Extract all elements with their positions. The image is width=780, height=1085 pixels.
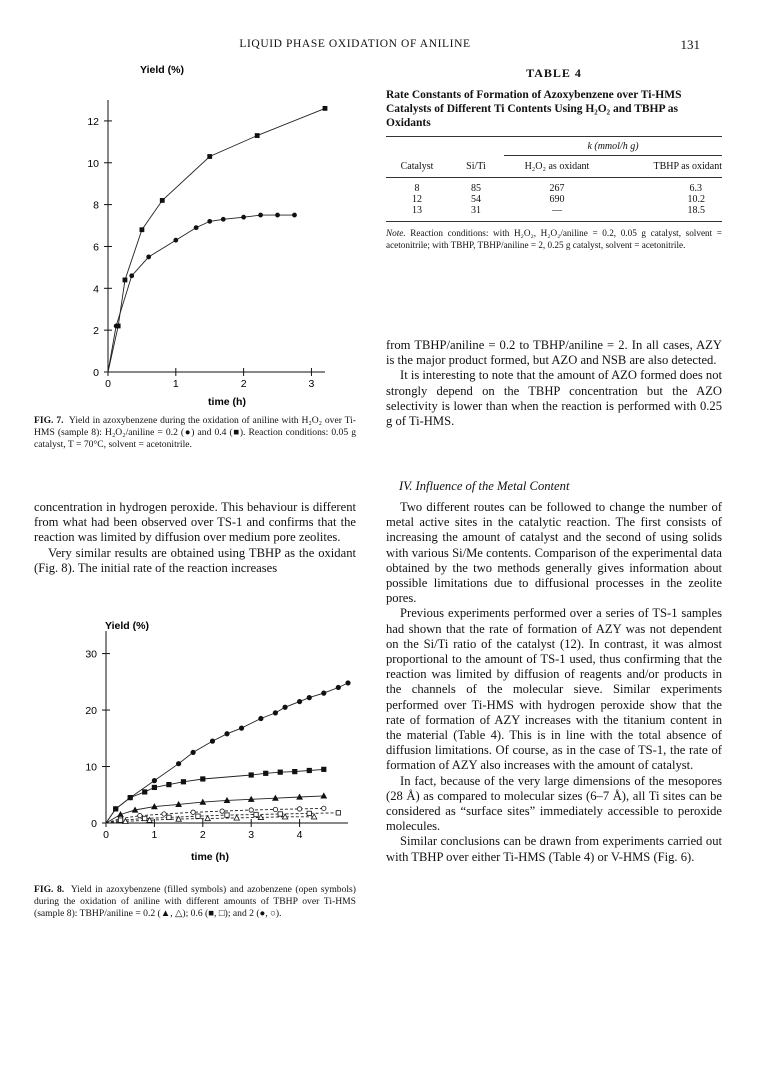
table-note-text: Reaction conditions: with H₂O₂, H₂O₂/aniline = 0.2, 0.05 g catalyst, solvent = acetonitrile; with TBHP, TBHP/aniline = 2, 0.25 g catalyst, solvent = acetonitrile. (386, 228, 722, 250)
figure-8-caption-label: FIG. 8. (34, 884, 65, 895)
data-point-circle (283, 705, 287, 709)
data-point-circle (322, 806, 326, 810)
x-tick-label: 2 (240, 378, 247, 390)
data-point-circle (208, 219, 212, 223)
data-point-circle (273, 711, 277, 715)
x-tick-label: 4 (296, 829, 303, 841)
data-point-square (143, 790, 147, 794)
data-point-circle (239, 726, 243, 730)
table-col-catalyst: Catalyst (400, 161, 434, 172)
y-tick-label: 30 (85, 648, 97, 661)
data-point-circle (152, 778, 156, 782)
table-cell: 31 (471, 205, 481, 216)
data-point-square (307, 768, 311, 772)
table-row (386, 194, 722, 205)
figure-7 (70, 60, 340, 410)
paragraph: Two different routes can be followed to change the number of metal active sites in the catalytic reaction. The first consists of increasing the amount of catalyst and the second of using solids with various Si/Me contents. Comparison of the experimental data obtained by the two methods generally gives information about possible limitations due to diffusional processes in the zeolite pores. (386, 500, 722, 606)
table-bottom-rule (386, 221, 722, 222)
paragraph: concentration in hydrogen peroxide. This behaviour is different from what had been observed over TS-1 and confirms that the reaction was limited by diffusion over medium pore zeolites. (34, 500, 356, 545)
data-point-square (208, 154, 212, 158)
table-col-h2o2: H₂O₂ as oxidant (524, 161, 590, 172)
figure-8 (70, 615, 370, 865)
x-tick-label: 0 (103, 829, 109, 841)
data-point-circle (191, 750, 195, 754)
data-point-square (196, 814, 200, 818)
data-point-square (167, 782, 171, 786)
table-cell: 6.3 (689, 183, 702, 194)
paragraph: from TBHP/aniline = 0.2 to TBHP/aniline = 2. In all cases, AZY is the major product formed, but AZO and NSB are also detected. (386, 338, 722, 368)
figure-7-chart (70, 60, 340, 410)
data-point-square (293, 769, 297, 773)
table-4-note (386, 228, 722, 251)
paragraph: It is interesting to note that the amount of AZO formed does not strongly depend on the TBHP concentration but the AZO selectivity is lower than when the reaction is performed with 0.25 g of Ti-HMS. (386, 368, 722, 429)
data-point-square (143, 816, 147, 820)
data-point-circle (191, 810, 195, 814)
figure-8-ylabel: Yield (%) (105, 620, 149, 632)
data-point-square (160, 198, 164, 202)
data-point-square (123, 278, 127, 282)
data-point-square (278, 812, 282, 816)
table-row (386, 205, 722, 221)
table-4-label: TABLE 4 (526, 66, 582, 80)
data-point-square (254, 812, 258, 816)
y-tick-label: 6 (93, 241, 99, 254)
table-col-si-ti: Si/Ti (466, 161, 486, 172)
figure-7-ylabel: Yield (%) (140, 64, 184, 76)
data-point-square (152, 785, 156, 789)
data-point-square (140, 228, 144, 232)
y-tick-label: 10 (85, 761, 97, 774)
figure-8-xlabel: time (h) (191, 851, 229, 863)
section-heading: IV. Influence of the Metal Content (399, 479, 570, 493)
data-point-circle (130, 274, 134, 278)
figure-8-axes (85, 631, 348, 841)
table-col-tbhp: TBHP as oxidant (653, 161, 722, 172)
table-cell: 8 (414, 183, 420, 194)
data-point-circle (225, 732, 229, 736)
series-line (108, 215, 295, 372)
y-tick-label: 2 (93, 325, 99, 338)
data-point-circle (176, 762, 180, 766)
x-tick-label: 1 (151, 829, 158, 841)
data-point-circle (210, 739, 214, 743)
data-point-circle (322, 691, 326, 695)
data-point-circle (162, 812, 166, 816)
table-cell: 13 (412, 205, 422, 216)
table-k-header: k (mmol/h g) (587, 141, 639, 152)
data-point-square (167, 815, 171, 819)
data-point-circle (336, 685, 340, 689)
running-title: LIQUID PHASE OXIDATION OF ANILINE (239, 38, 471, 50)
data-point-circle (346, 681, 350, 685)
paragraph: Very similar results are obtained using TBHP as the oxidant (Fig. 8). The initial rate of the reaction increases (34, 545, 356, 575)
figure-8-caption (34, 884, 356, 920)
data-point-square (181, 780, 185, 784)
series-line (108, 108, 325, 372)
table-4-title: Rate Constants of Formation of Azoxybenzene over Ti-HMS Catalysts of Different Ti Contents Using H₂O₂ and TBHP as Oxidants (386, 89, 682, 129)
data-point-circle (147, 255, 151, 259)
y-tick-label: 0 (93, 367, 99, 379)
data-point-square (255, 134, 259, 138)
table-cell: 18.5 (687, 205, 705, 216)
page-number: 131 (680, 37, 700, 52)
table-4 (386, 66, 722, 251)
figure-7-xlabel: time (h) (208, 396, 246, 408)
data-point-circle (194, 226, 198, 230)
data-point-circle (174, 238, 178, 242)
figure-8-chart (70, 615, 370, 865)
data-point-square (201, 777, 205, 781)
data-point-circle (307, 695, 311, 699)
table-cell: 12 (412, 194, 422, 205)
y-tick-label: 8 (93, 199, 99, 212)
data-point-square (278, 770, 282, 774)
table-cell: 10.2 (687, 194, 705, 205)
figure-7-caption (34, 415, 356, 451)
data-point-circle (259, 213, 263, 217)
right-text-upper (386, 338, 722, 429)
table-cell: 54 (471, 194, 481, 205)
x-tick-label: 1 (172, 378, 179, 390)
y-tick-label: 12 (87, 115, 99, 128)
table-4-grid (386, 137, 722, 221)
x-tick-label: 0 (105, 378, 111, 390)
table-row (386, 178, 722, 194)
data-point-square (118, 818, 122, 822)
data-point-circle (138, 813, 142, 817)
x-tick-label: 3 (308, 378, 315, 390)
data-point-circle (221, 217, 225, 221)
data-point-square (128, 795, 132, 799)
data-point-square (307, 811, 311, 815)
running-header (0, 38, 780, 54)
figure-8-caption-text: Yield in azoxybenzene (filled symbols) and azobenzene (open symbols) during the oxidation of aniline with different amounts of TBHP over Ti-HMS (sample 8): TBHP/aniline = 0.2 (▲, △); 0.6 (■, □); and 2 (●, ○). (34, 884, 356, 919)
y-tick-label: 10 (87, 157, 99, 170)
paragraph: In fact, because of the very large dimensions of the mesopores (28 Å) as compared to molecular sizes (6–7 Å), all Ti sites can be considered as “surface sites” immediately accessible to peroxide molecules. (386, 773, 722, 834)
data-point-circle (292, 213, 296, 217)
data-point-square (323, 106, 327, 110)
paragraph: Previous experiments performed over a series of TS-1 samples had shown that the rate of formation of AZY was not dependent on the Si/Ti ratio of the catalyst (12). In contrast, it was almost proportional to the amount of TS-1 used, thus confirming that the reaction was limited by diffusion of reagents and/or products in the channels of the molecular sieve. Similar experiments performed over Ti-HMS with hydrogen peroxide show that the rate of formation of AZY increases with the titanium content in the material (Table 4). This is in line with the total absence of diffusion limitations. Of course, as in the case of TS-1, the rate of formation of AZY also increases with the amount of catalyst. (386, 606, 722, 773)
left-text (34, 500, 356, 576)
figure-7-caption-text: Yield in azoxybenzene during the oxidation of aniline with H₂O₂ over Ti-HMS (sample 8): H₂O₂/aniline = 0.2 (●) and 0.4 (■). Reaction conditions: 0.05 g catalyst, T = 70°C, solvent = acetonitrile. (34, 415, 356, 450)
data-point-circle (297, 807, 301, 811)
y-tick-label: 0 (91, 818, 97, 830)
data-point-square (225, 813, 229, 817)
right-text-lower (386, 500, 722, 865)
data-point-circle (259, 716, 263, 720)
data-point-circle (242, 215, 246, 219)
data-point-circle (276, 213, 280, 217)
data-point-circle (220, 809, 224, 813)
figure-7-axes (87, 100, 325, 390)
data-point-square (113, 807, 117, 811)
x-tick-label: 3 (248, 829, 255, 841)
data-point-circle (114, 324, 118, 328)
figure-7-curves (108, 108, 325, 372)
table-note-label: Note. (386, 228, 406, 238)
figure-7-marks (114, 106, 327, 328)
x-tick-label: 2 (199, 829, 206, 841)
data-point-square (249, 773, 253, 777)
data-point-triangle (205, 816, 210, 821)
y-tick-label: 4 (93, 283, 99, 296)
table-cell: 267 (549, 183, 565, 194)
data-point-circle (273, 807, 277, 811)
data-point-square (336, 811, 340, 815)
y-tick-label: 20 (85, 705, 97, 718)
data-point-circle (297, 699, 301, 703)
data-point-square (264, 771, 268, 775)
table-cell: — (551, 205, 562, 216)
table-cell: 690 (549, 194, 565, 205)
table-cell: 85 (471, 183, 481, 194)
figure-7-caption-label: FIG. 7. (34, 415, 64, 426)
paragraph: Similar conclusions can be drawn from experiments carried out with TBHP over either Ti-HMS (Table 4) or V-HMS (Fig. 6). (386, 834, 722, 864)
data-point-circle (249, 808, 253, 812)
figure-8-marks (113, 681, 350, 824)
data-point-square (322, 767, 326, 771)
